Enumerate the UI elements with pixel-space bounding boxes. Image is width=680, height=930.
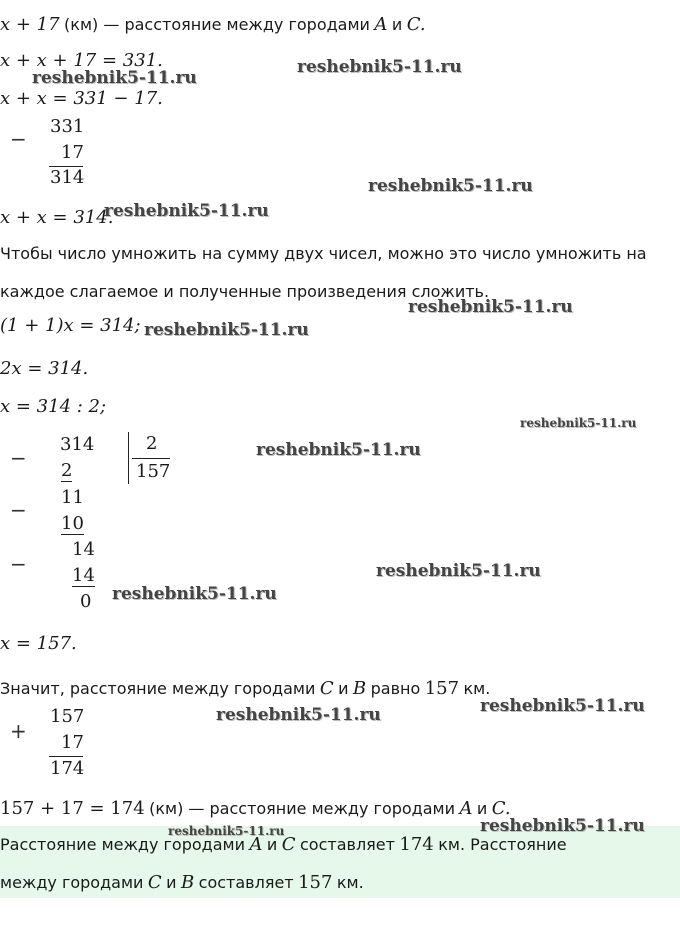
- watermark: reshebnik5-11.ru: [32, 68, 197, 88]
- subtract-1: [61, 460, 72, 482]
- difference: 314: [50, 167, 85, 188]
- minuend: 331: [50, 116, 85, 137]
- and: и: [166, 873, 177, 892]
- addend-1: 157: [50, 706, 85, 727]
- answer-line-2: [0, 872, 364, 893]
- line-9: [0, 678, 490, 699]
- text-2: составляет: [300, 835, 395, 854]
- text: Расстояние между городами: [0, 835, 245, 854]
- line-1: [0, 14, 426, 35]
- equation-2: x + x + 17 = 331.: [0, 50, 163, 71]
- var-b: B: [352, 678, 367, 699]
- and: и: [266, 835, 278, 854]
- var-a: A: [374, 14, 388, 35]
- divisor-line: [132, 458, 170, 459]
- division-bar: [128, 432, 129, 484]
- final-remainder: 0: [80, 591, 92, 612]
- expr: x + 17: [0, 14, 60, 35]
- text: (км) — расстояние между городами: [149, 799, 456, 818]
- watermark: reshebnik5-11.ru: [112, 584, 277, 604]
- minus-sign: −: [10, 127, 27, 151]
- expr: 157 + 17 = 174: [0, 798, 145, 819]
- rule-line-1: Чтобы число умножить на сумму двух чисел, можно это число умножить на: [0, 244, 647, 263]
- watermark: reshebnik5-11.ru: [256, 440, 421, 460]
- unit: км.: [336, 873, 364, 892]
- text: между городами: [0, 873, 144, 892]
- equation-4: x + x = 314.: [0, 207, 114, 228]
- var-a: A: [249, 834, 263, 855]
- watermark: reshebnik5-11.ru: [376, 561, 541, 581]
- minus-sign-1: −: [10, 446, 27, 470]
- equation-7: x = 314 : 2;: [0, 396, 107, 417]
- number: 157: [298, 872, 333, 893]
- rule-line-2: каждое слагаемое и полученные произведения сложить.: [0, 282, 490, 301]
- text-2: равно: [370, 679, 421, 698]
- divisor: 2: [146, 433, 158, 454]
- and: и: [391, 15, 403, 34]
- watermark: reshebnik5-11.ru: [368, 176, 533, 196]
- and: и: [338, 679, 349, 698]
- var-c: C: [281, 834, 296, 855]
- sum-line: [49, 756, 83, 757]
- subtract-2-value: 10: [61, 513, 84, 534]
- and: и: [476, 799, 488, 818]
- equation-5: (1 + 1)x = 314;: [0, 315, 141, 336]
- equation-8: x = 157.: [0, 633, 77, 654]
- minus-sign-3: −: [10, 552, 27, 576]
- equation-3: x + x = 331 − 17.: [0, 88, 163, 109]
- watermark: reshebnik5-11.ru: [297, 57, 462, 77]
- minus-sign-2: −: [10, 498, 27, 522]
- text-2: составляет: [198, 873, 294, 892]
- plus-sign: +: [10, 719, 27, 743]
- watermark: reshebnik5-11.ru: [480, 696, 645, 716]
- var-c: C: [147, 872, 162, 893]
- var-b: B: [180, 872, 195, 893]
- watermark: reshebnik5-11.ru: [408, 297, 573, 317]
- watermark: reshebnik5-11.ru: [520, 416, 637, 430]
- subtrahend: 17: [61, 142, 84, 163]
- watermark: reshebnik5-11.ru: [480, 816, 645, 836]
- watermark: reshebnik5-11.ru: [168, 824, 285, 838]
- subtract-2: [61, 513, 84, 535]
- var-c: C.: [491, 798, 511, 819]
- line-10: [0, 798, 511, 819]
- watermark: reshebnik5-11.ru: [216, 705, 381, 725]
- watermark: reshebnik5-11.ru: [104, 201, 269, 221]
- var-c: C.: [406, 14, 426, 35]
- quotient: 157: [136, 461, 171, 482]
- number: 157: [424, 678, 460, 699]
- subtract-3: [72, 565, 95, 587]
- remainder-1: 11: [61, 487, 84, 508]
- var-a: A: [459, 798, 473, 819]
- text: (км) — расстояние между городами: [64, 15, 370, 34]
- remainder-2: 14: [72, 539, 95, 560]
- text-3: км. Расстояние: [438, 835, 567, 854]
- dividend: 314: [60, 434, 95, 455]
- var-c: C: [319, 678, 334, 699]
- watermark: reshebnik5-11.ru: [144, 320, 309, 340]
- subtract-1-value: 2: [61, 460, 73, 481]
- sum: 174: [50, 758, 85, 779]
- addend-2: 17: [61, 732, 84, 753]
- number: 174: [399, 834, 434, 855]
- text: Значит, расстояние между городами: [0, 679, 316, 698]
- equation-6: 2x = 314.: [0, 358, 89, 379]
- subtract-3-value: 14: [72, 565, 95, 586]
- unit: км.: [463, 679, 491, 698]
